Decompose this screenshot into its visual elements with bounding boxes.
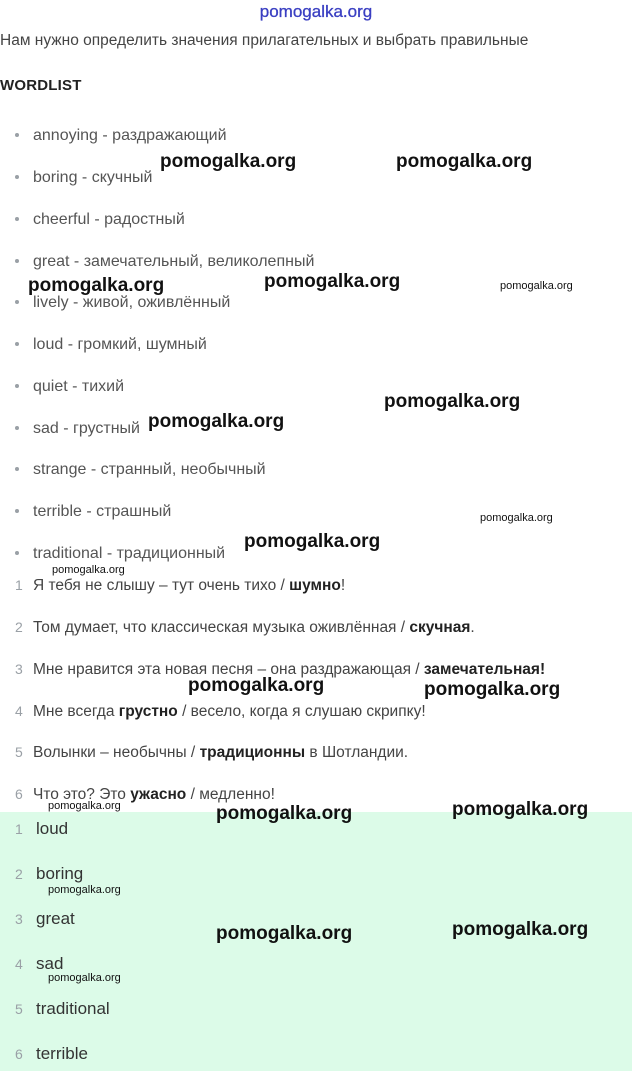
- wordlist-item: cheerful - радостный: [15, 211, 185, 229]
- bullet-icon: [15, 175, 19, 179]
- bullet-icon: [15, 384, 19, 388]
- watermark: pomogalka.org: [500, 280, 573, 292]
- site-header-link[interactable]: pomogalka.org: [259, 2, 373, 21]
- bullet-icon: [15, 467, 19, 471]
- watermark: pomogalka.org: [452, 919, 589, 940]
- wordlist-item: sad - грустный: [15, 420, 140, 438]
- wordlist-item: loud - громкий, шумный: [15, 336, 207, 354]
- watermark: pomogalka.org: [264, 271, 401, 292]
- watermark: pomogalka.org: [216, 923, 353, 944]
- wordlist-item: strange - странный, необычный: [15, 461, 266, 479]
- bullet-icon: [15, 133, 19, 137]
- watermark: pomogalka.org: [148, 411, 285, 432]
- watermark: pomogalka.org: [384, 391, 521, 412]
- watermark: pomogalka.org: [52, 564, 125, 576]
- watermark: pomogalka.org: [244, 531, 381, 552]
- watermark: pomogalka.org: [188, 675, 325, 696]
- wordlist-item: great - замечательный, великолепный: [15, 253, 314, 271]
- watermark: pomogalka.org: [160, 151, 297, 172]
- bullet-icon: [15, 342, 19, 346]
- bullet-icon: [15, 259, 19, 263]
- bullet-icon: [15, 509, 19, 513]
- watermark: pomogalka.org: [48, 800, 121, 812]
- bullet-icon: [15, 217, 19, 221]
- wordlist-item: quiet - тихий: [15, 378, 124, 396]
- wordlist-item: lively - живой, оживлённый: [15, 294, 230, 312]
- wordlist-item: boring - скучный: [15, 169, 152, 187]
- watermark: pomogalka.org: [28, 275, 165, 296]
- watermark: pomogalka.org: [48, 884, 121, 896]
- sentence-item: 1 Я тебя не слышу – тут очень тихо / шумно!: [15, 577, 346, 594]
- answer-item: 1 loud: [15, 819, 69, 838]
- watermark: pomogalka.org: [48, 972, 121, 984]
- bullet-icon: [15, 300, 19, 304]
- sentence-item: 4 Мне всегда грустно / весело, когда я слушаю скрипку!: [15, 703, 426, 720]
- task-intro: Нам нужно определить значения прилагательных и выбрать правильные: [0, 32, 529, 49]
- answer-item: 5 traditional: [15, 999, 110, 1018]
- watermark: pomogalka.org: [424, 679, 561, 700]
- bullet-icon: [15, 426, 19, 430]
- answer-item: 3 great: [15, 909, 75, 928]
- watermark: pomogalka.org: [480, 512, 553, 524]
- sentence-item: 5 Волынки – необычны / традиционны в Шотландии.: [15, 744, 409, 761]
- wordlist-heading: WORDLIST: [0, 77, 82, 94]
- wordlist-item: annoying - раздражающий: [15, 127, 227, 145]
- wordlist-item: traditional - традиционный: [15, 545, 225, 563]
- watermark: pomogalka.org: [396, 151, 533, 172]
- wordlist-item: terrible - страшный: [15, 503, 171, 521]
- sentence-item: 2 Том думает, что классическая музыка оживлённая / скучная.: [15, 619, 475, 636]
- watermark: pomogalka.org: [216, 803, 353, 824]
- answer-item: 6 terrible: [15, 1044, 88, 1063]
- answer-item: 4 sad: [15, 954, 64, 973]
- sentence-item: 6 Что это? Это ужасно / медленно!: [15, 786, 275, 803]
- watermark: pomogalka.org: [452, 799, 589, 820]
- sentence-item: 3 Мне нравится эта новая песня – она раздражающая / замечательная!: [15, 661, 546, 678]
- answer-item: 2 boring: [15, 864, 84, 883]
- bullet-icon: [15, 551, 19, 555]
